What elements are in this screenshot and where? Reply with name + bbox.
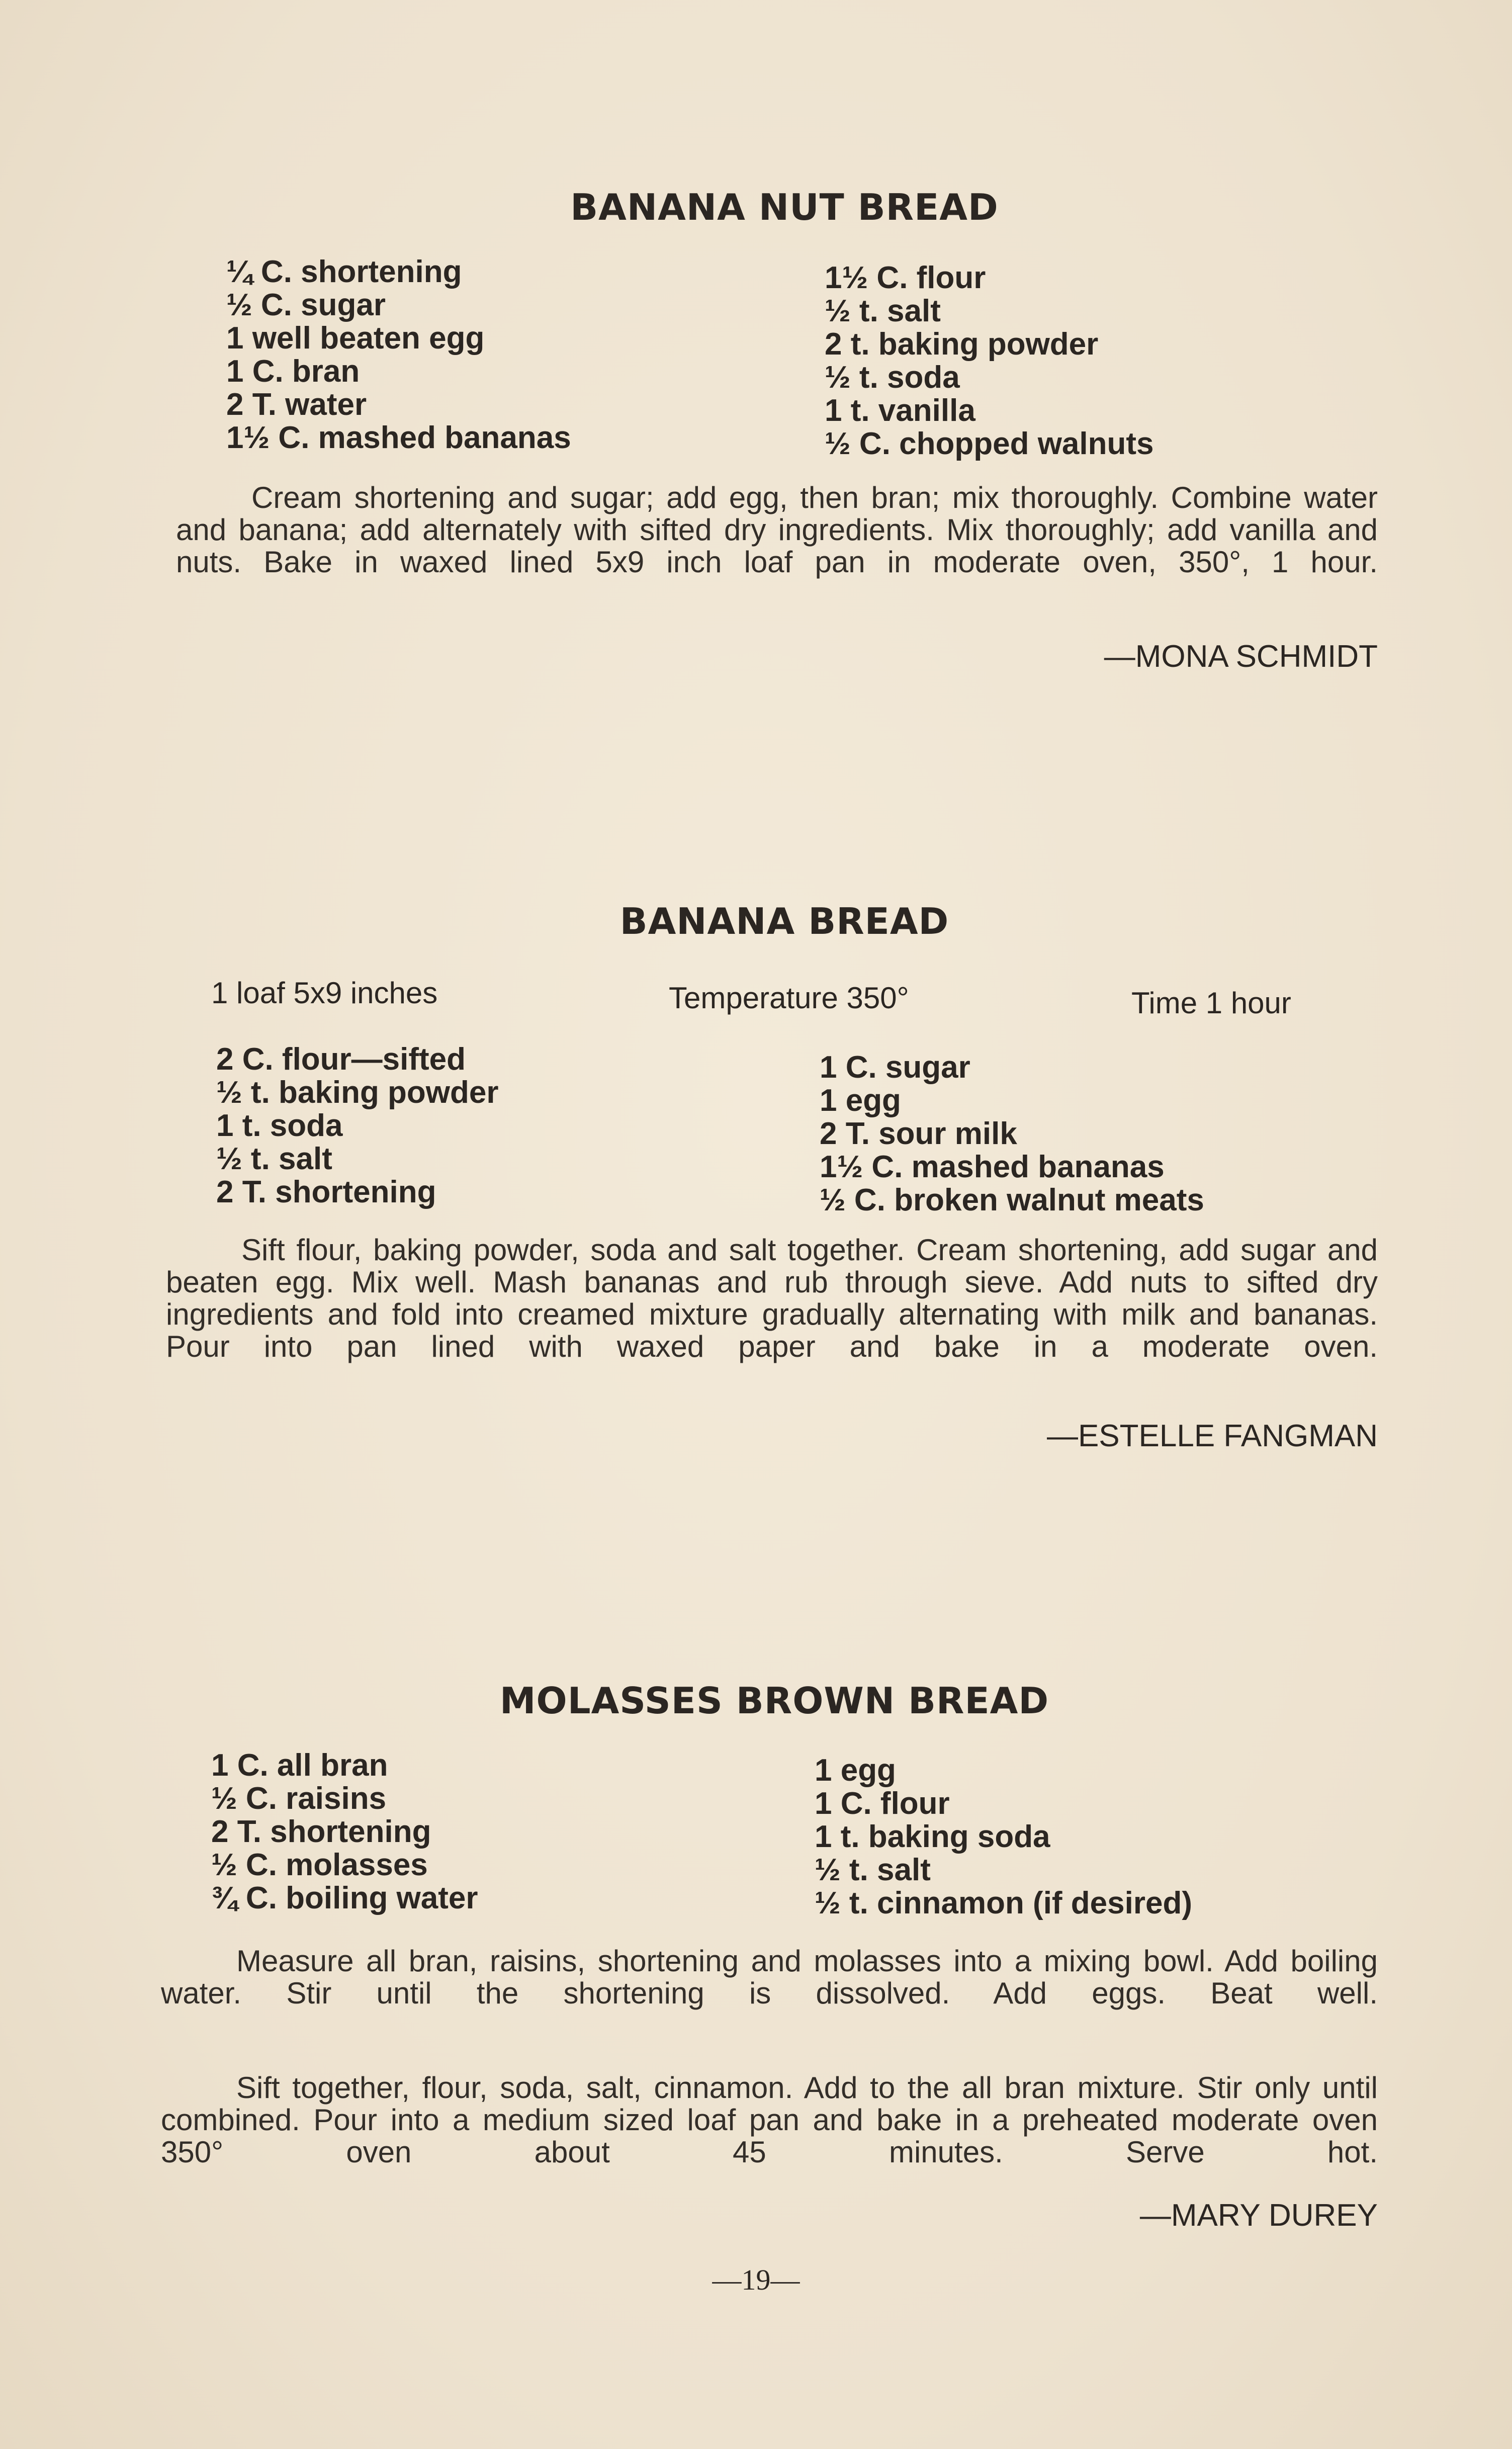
recipe-title: MOLASSES BROWN BREAD: [499, 1680, 1049, 1722]
ingredient: ½ t. salt: [216, 1142, 332, 1176]
ingredient: 2 T. water: [226, 387, 367, 422]
ingredient: 1 egg: [820, 1083, 901, 1118]
ingredient: 1 C. all bran: [211, 1748, 388, 1783]
ingredient: ½ C. sugar: [226, 288, 386, 322]
ingredients-left: [211, 1749, 478, 1915]
recipe-banana-bread: [161, 900, 1378, 1453]
ingredients-right: [825, 261, 1154, 461]
ingredient: 1 C. sugar: [820, 1050, 970, 1085]
ingredients: [161, 255, 1378, 467]
recipe-signature: —MARY DUREY: [1139, 2198, 1378, 2233]
recipe-method: Cream shortening and sugar; add egg, then bran; mix thoroughly. Combine water and banana; add alternately with sifted dry ingredients. Mix thoroughly; add vanilla and nuts. Bake in waxed lined 5x9 inch loaf pan in moderate oven, 350°, 1 hour.: [176, 481, 1378, 579]
ingredient: ½ t. salt: [825, 294, 941, 328]
recipe-molasses-brown-bread: [161, 1680, 1378, 2233]
ingredient: ½ C. broken walnut meats: [820, 1183, 1204, 1217]
recipe-temperature: Temperature 350°: [669, 981, 909, 1015]
ingredient: ½ C. molasses: [211, 1848, 428, 1882]
ingredients: [161, 1043, 1378, 1224]
ingredient: 1 egg: [815, 1753, 896, 1788]
ingredient: ½ C. chopped walnuts: [825, 426, 1154, 461]
ingredient: 2 t. baking powder: [825, 327, 1099, 362]
ingredient: 1½ C. flour: [825, 260, 986, 295]
ingredients: [161, 1749, 1378, 1935]
ingredient: ½ t. baking powder: [216, 1075, 499, 1110]
ingredient: 2 C. flour—sifted: [216, 1042, 466, 1077]
ingredient: 1 C. bran: [226, 354, 360, 389]
ingredient: 1 t. soda: [216, 1108, 343, 1143]
recipe-title: BANANA NUT BREAD: [570, 186, 999, 228]
recipe-method: Sift together, flour, soda, salt, cinnamon. Add to the all bran mixture. Stir only until combined. Pour into a medium sized loaf pan and bake in a preheated moderate oven 350° oven about 45 minutes. Serve hot.: [161, 2071, 1378, 2169]
ingredient: 1½ C. mashed bananas: [226, 420, 571, 455]
ingredients-right: [815, 1754, 1192, 1920]
recipe-yield: 1 loaf 5x9 inches: [211, 976, 438, 1010]
ingredient: 2 T. shortening: [211, 1814, 431, 1849]
ingredient: 1½ C. mashed bananas: [820, 1150, 1165, 1184]
ingredient: ¼ C. shortening: [226, 254, 462, 289]
recipe-signature: —MONA SCHMIDT: [1104, 639, 1378, 674]
ingredient: ½ C. raisins: [211, 1781, 387, 1816]
recipe-title: BANANA BREAD: [619, 900, 949, 942]
ingredient: 2 T. shortening: [216, 1175, 436, 1209]
ingredient: 2 T. sour milk: [820, 1116, 1017, 1151]
ingredient: 1 well beaten egg: [226, 321, 485, 356]
page-number: —19—: [712, 2263, 800, 2296]
ingredient: 1 C. flour: [815, 1786, 950, 1821]
recipe-signature: —ESTELLE FANGMAN: [1046, 1419, 1378, 1453]
ingredient: ½ t. cinnamon (if desired): [815, 1886, 1192, 1920]
ingredient: ½ t. soda: [825, 360, 960, 395]
ingredient: ¾ C. boiling water: [211, 1881, 478, 1915]
ingredients-left: [226, 255, 571, 455]
ingredient: 1 t. baking soda: [815, 1819, 1050, 1854]
recipe-method: Measure all bran, raisins, shortening and molasses into a mixing bowl. Add boiling water. Stir until the shortening is dissolved. Add eggs. Beat well.: [161, 1944, 1378, 2010]
ingredients-left: [216, 1043, 499, 1209]
recipe-time: Time 1 hour: [1131, 986, 1291, 1020]
recipe-method: Sift flour, baking powder, soda and salt together. Cream shortening, add sugar and beaten egg. Mix well. Mash bananas and rub through sieve. Add nuts to sifted dry ingredients and fold into creamed mixture gradually alternating with milk and bananas. Pour into pan lined with waxed paper and bake in a moderate oven.: [166, 1233, 1378, 1363]
ingredients-right: [820, 1051, 1204, 1217]
ingredient: ½ t. salt: [815, 1853, 931, 1887]
ingredient: 1 t. vanilla: [825, 393, 975, 428]
recipe-banana-nut-bread: [161, 186, 1378, 674]
